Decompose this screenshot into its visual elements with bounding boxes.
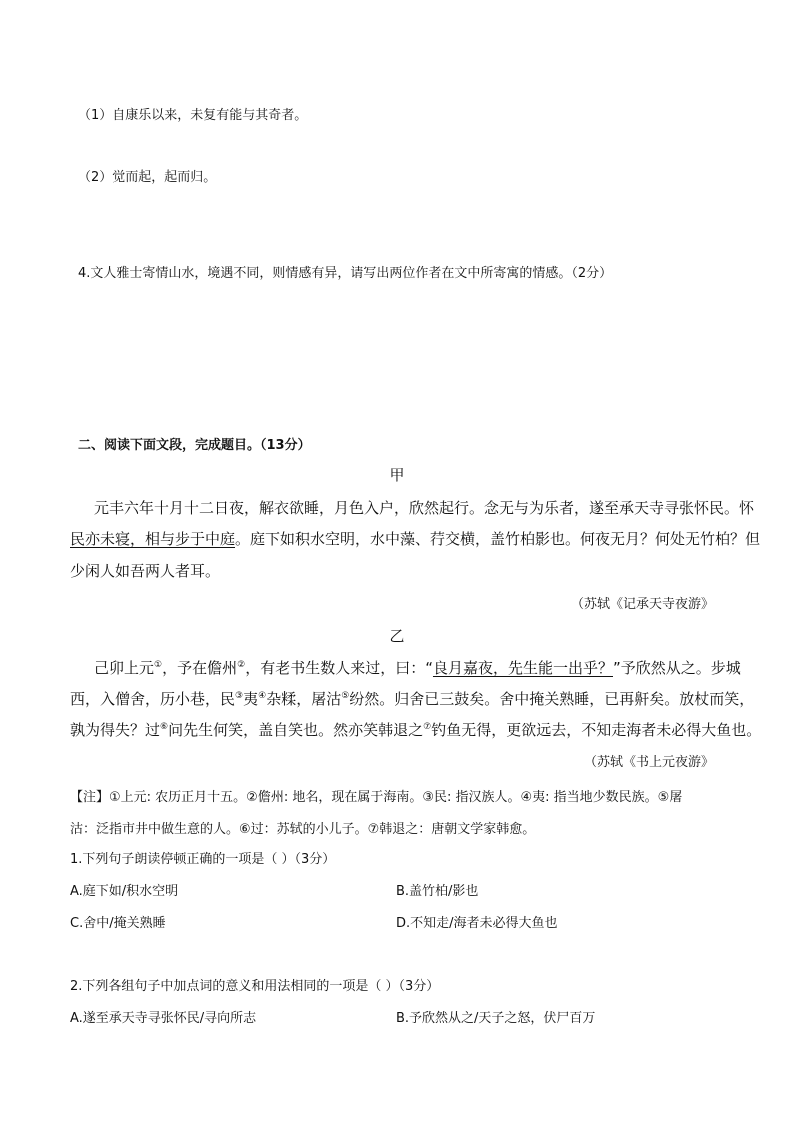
annotation-line-1: 【注】①上元: 农历正月十五。②儋州: 地名，现在属于海南。③民: 指汉族人。④夷: 指当地少数民族。⑤屠 bbox=[70, 790, 683, 805]
question-2-stem: 2.下列各组句子中加点词的意义和用法相同的一项是（ ）（3分） bbox=[70, 979, 440, 994]
passage-yi-line-2: 西，入僧舍，历小巷，民③夷④杂糅，屠沽⑤纷然。归舍已三鼓矣。舍中掩关熟睡，已再鼾矣。放杖而笑， bbox=[70, 690, 755, 708]
question-4: 4.文人雅士寄情山水，境遇不同，则情感有异，请写出两位作者在文中所寄寓的情感。（2分） bbox=[78, 266, 613, 281]
footnote-mark-3: ③ bbox=[235, 691, 244, 701]
passage-jia-line-1: 元丰六年十月十二日夜，解衣欲睡，月色入户，欣然起行。念无与为乐者，遂至承天寺寻张怀民。怀 bbox=[94, 499, 755, 517]
question-2-option-a: A.遂至承天寺寻张怀民/寻向所志 bbox=[70, 1011, 257, 1026]
passage-yi-title: 乙 bbox=[389, 627, 405, 645]
footnote-mark-1: ① bbox=[154, 660, 163, 670]
footnote-mark-7: ⑦ bbox=[423, 722, 432, 732]
question-1-option-b: B.盖竹柏/影也 bbox=[396, 884, 479, 899]
annotation-line-2: 沽：泛指市井中做生意的人。⑥过：苏轼的小儿子。⑦韩退之：唐朝文学家韩愈。 bbox=[70, 822, 536, 837]
footnote-mark-4: ④ bbox=[258, 691, 267, 701]
question-2-option-b: B.予欣然从之/天子之怒，伏尸百万 bbox=[396, 1011, 596, 1026]
question-3-item-1: （1）自康乐以来，未复有能与其奇者。 bbox=[78, 108, 308, 123]
question-1-stem: 1.下列句子朗读停顿正确的一项是（ ）（3分） bbox=[70, 852, 336, 867]
underlined-sentence-jia: 民亦未寝，相与步于中庭 bbox=[70, 530, 236, 548]
question-1-option-a: A.庭下如/积水空明 bbox=[70, 884, 179, 899]
passage-jia-line-3: 少闲人如吾两人者耳。 bbox=[70, 562, 221, 580]
footnote-mark-2: ② bbox=[237, 660, 246, 670]
passage-jia-line-2: 民亦未寝，相与步于中庭。庭下如积水空明，水中藻、荇交横，盖竹柏影也。何夜无月？何处无竹柏？但 bbox=[70, 530, 761, 548]
underlined-sentence-yi: 良月嘉夜，先生能一出乎？ bbox=[432, 659, 613, 677]
question-3-item-2: （2）觉而起，起而归。 bbox=[78, 170, 217, 185]
passage-yi-line-3: 孰为得失？过⑥问先生何笑，盖自笑也。然亦笑韩退之⑦钓鱼无得，更欲远去，不知走海者未必得大鱼也。 bbox=[70, 721, 762, 739]
passage-jia-title: 甲 bbox=[389, 466, 405, 484]
passage-yi-source: （苏轼《书上元夜游》 bbox=[583, 755, 714, 770]
section-2-heading: 二、阅读下面文段，完成题目。（13分） bbox=[78, 438, 311, 453]
passage-yi-line-1: 己卯上元①，予在儋州②，有老书生数人来过，曰：“良月嘉夜，先生能一出乎？”予欣然从之。步城 bbox=[94, 659, 741, 677]
passage-jia-source: （苏轼《记承天寺夜游》 bbox=[570, 597, 714, 612]
footnote-mark-5: ⑤ bbox=[341, 691, 350, 701]
question-1-option-c: C.舍中/掩关熟睡 bbox=[70, 916, 166, 931]
question-1-option-d: D.不知走/海者未必得大鱼也 bbox=[396, 916, 558, 931]
footnote-mark-6: ⑥ bbox=[160, 722, 169, 732]
